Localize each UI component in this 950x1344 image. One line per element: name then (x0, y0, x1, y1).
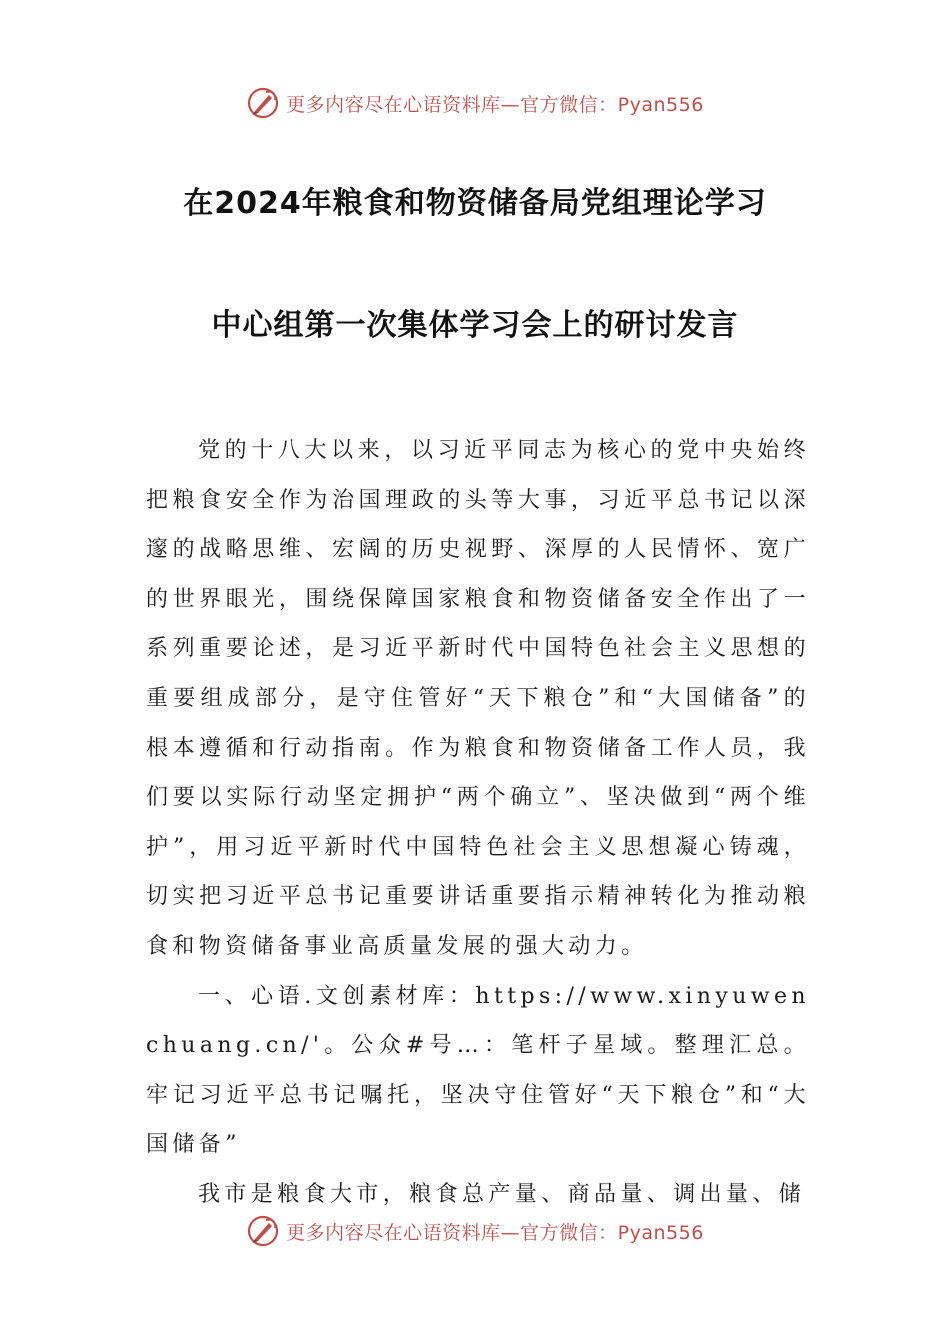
document-body (146, 426, 810, 1220)
watermark-text (286, 1218, 704, 1245)
header-watermark (0, 86, 950, 120)
watermark-main: 更多内容尽在心语资料库 (286, 1221, 501, 1244)
watermark-dash: — (500, 93, 521, 116)
body-paragraph: 我市是粮食大市，粮食总产量、商品量、调出量、储 (198, 1181, 806, 1207)
watermark-main: 更多内容尽在心语资料库 (286, 93, 501, 116)
watermark-dash: — (500, 1221, 521, 1244)
footer-watermark (0, 1214, 950, 1248)
watermark-contact: 官方微信：Pyan556 (520, 93, 704, 116)
body-paragraph: 一、心语.文创素材库：https://www.xinyuwenchuang.cn/'。公众#号…：笔杆子星域。整理汇总。牢记习近平总书记嘱托，坚决守住管好“天下粮仓”和“大国储备” (146, 983, 810, 1158)
document-title-line-1: 在2024年粮食和物资储备局党组理论学习 (183, 186, 767, 221)
watermark-contact: 官方微信：Pyan556 (520, 1221, 704, 1244)
body-paragraph: 党的十八大以来，以习近平同志为核心的党中央始终把粮食安全作为治国理政的头等大事，习近平总书记以深邃的战略思维、宏阔的历史视野、深厚的人民情怀、宽广的世界眼光，围绕保障国家粮食和物资储备安全作出了一系列重要论述，是习近平新时代中国特色社会主义思想的重要组成部分，是守住管好“天下粮仓”和“大国储备”的根本遵循和行动指南。作为粮食和物资储备工作人员，我们要以实际行动坚定拥护“两个确立”、坚决做到“两个维护”，用习近平新时代中国特色社会主义思想凝心铸魂，切实把习近平总书记重要讲话重要指示精神转化为推动粮食和物资储备事业高质量发展的强大动力。 (146, 438, 810, 959)
document-title-line-2: 中心组第一次集体学习会上的研讨发言 (211, 308, 739, 343)
watermark-text (286, 90, 704, 117)
pen-quill-logo-icon (246, 86, 280, 120)
pen-quill-logo-icon (246, 1214, 280, 1248)
